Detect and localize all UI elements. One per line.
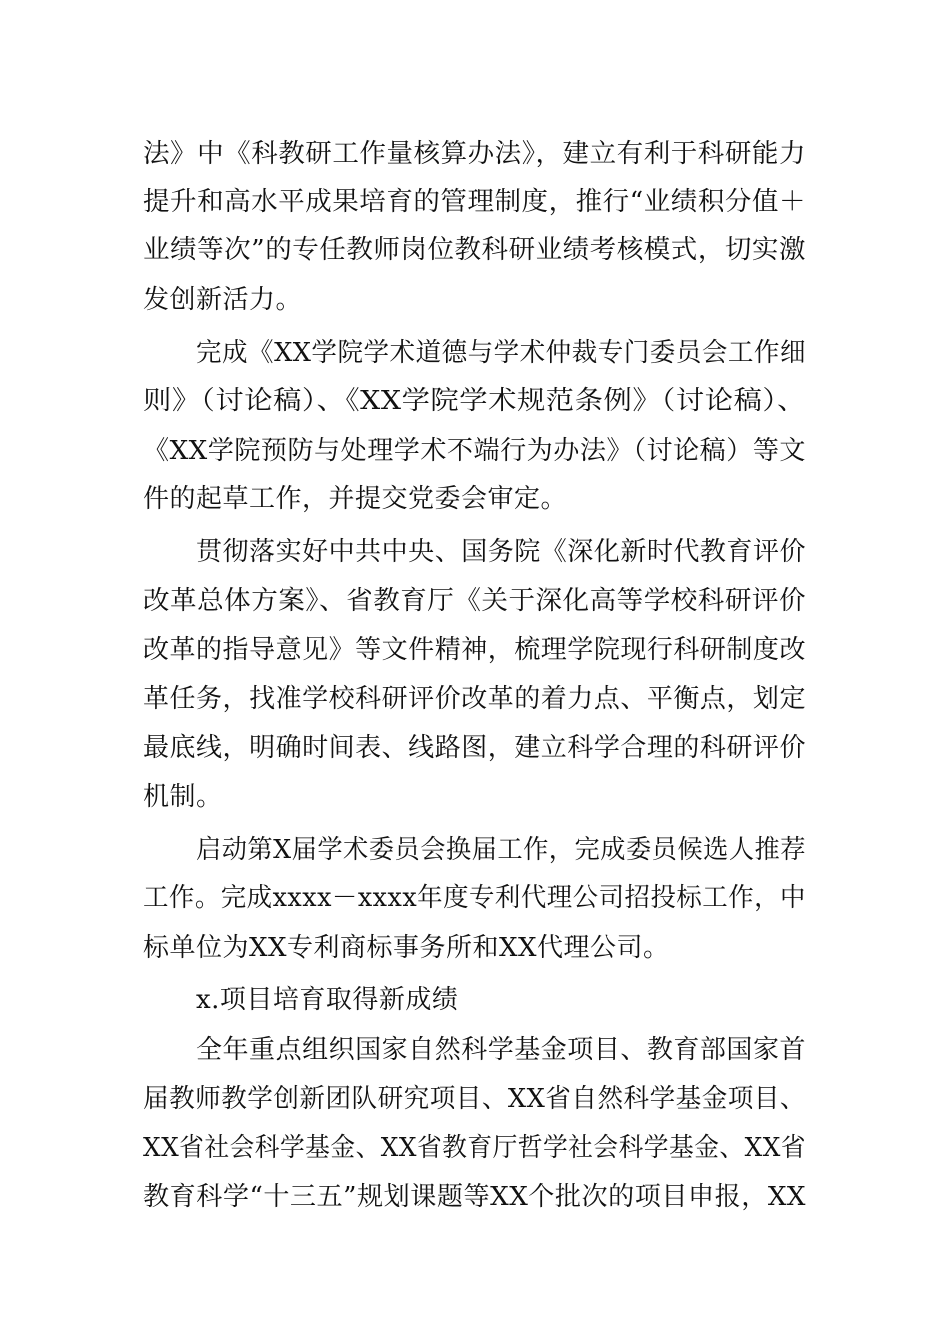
text-line: 《XX学院预防与处理学术不端行为办法》（讨论稿）等文 [143,436,807,466]
text-line: 改革的指导意见》等文件精神，梳理学院现行科研制度改 [143,635,806,665]
text-line: XX省社会科学基金、XX省教育厅哲学社会科学基金、XX省 [143,1133,806,1163]
text-line: 发创新活力。 [143,285,303,315]
text-line: 工作。完成xxxx－xxxx年度专利代理公司招投标工作，中 [143,883,806,913]
text-line: 启动第X届学术委员会换届工作，完成委员候选人推荐 [196,835,806,865]
text-line: 完成《XX学院学术道德与学术仲裁专门委员会工作细 [196,338,806,368]
text-line: 教育科学“十三五”规划课题等XX个批次的项目申报，XX [143,1182,807,1212]
text-line: 法》中《科教研工作量核算办法》，建立有利于科研能力 [143,139,807,169]
text-line: 改革总体方案》、省教育厅《关于深化高等学校科研评价 [143,586,807,616]
text-line: 提升和高水平成果培育的管理制度，推行“业绩积分值＋ [143,187,806,217]
text-line: 届教师教学创新团队研究项目、XX省自然科学基金项目、 [143,1084,806,1114]
text-line: 业绩等次”的专任教师岗位教科研业绩考核模式，切实激 [143,235,806,265]
text-line: 件的起草工作，并提交党委会审定。 [143,484,568,514]
text-line: 标单位为XX专利商标事务所和XX代理公司。 [143,933,670,963]
text-line: 机制。 [143,782,223,812]
text-line: 最底线，明确时间表、线路图，建立科学合理的科研评价 [143,733,806,763]
text-line: 全年重点组织国家自然科学基金项目、教育部国家首 [196,1035,807,1065]
text-line: 则》（讨论稿）、《XX学院学术规范条例》（讨论稿）、 [143,386,806,416]
section-heading: x.项目培育取得新成绩 [196,985,459,1015]
text-line: 贯彻落实好中共中央、国务院《深化新时代教育评价 [196,537,807,567]
text-line: 革任务，找准学校科研评价改革的着力点、平衡点，划定 [143,684,806,714]
